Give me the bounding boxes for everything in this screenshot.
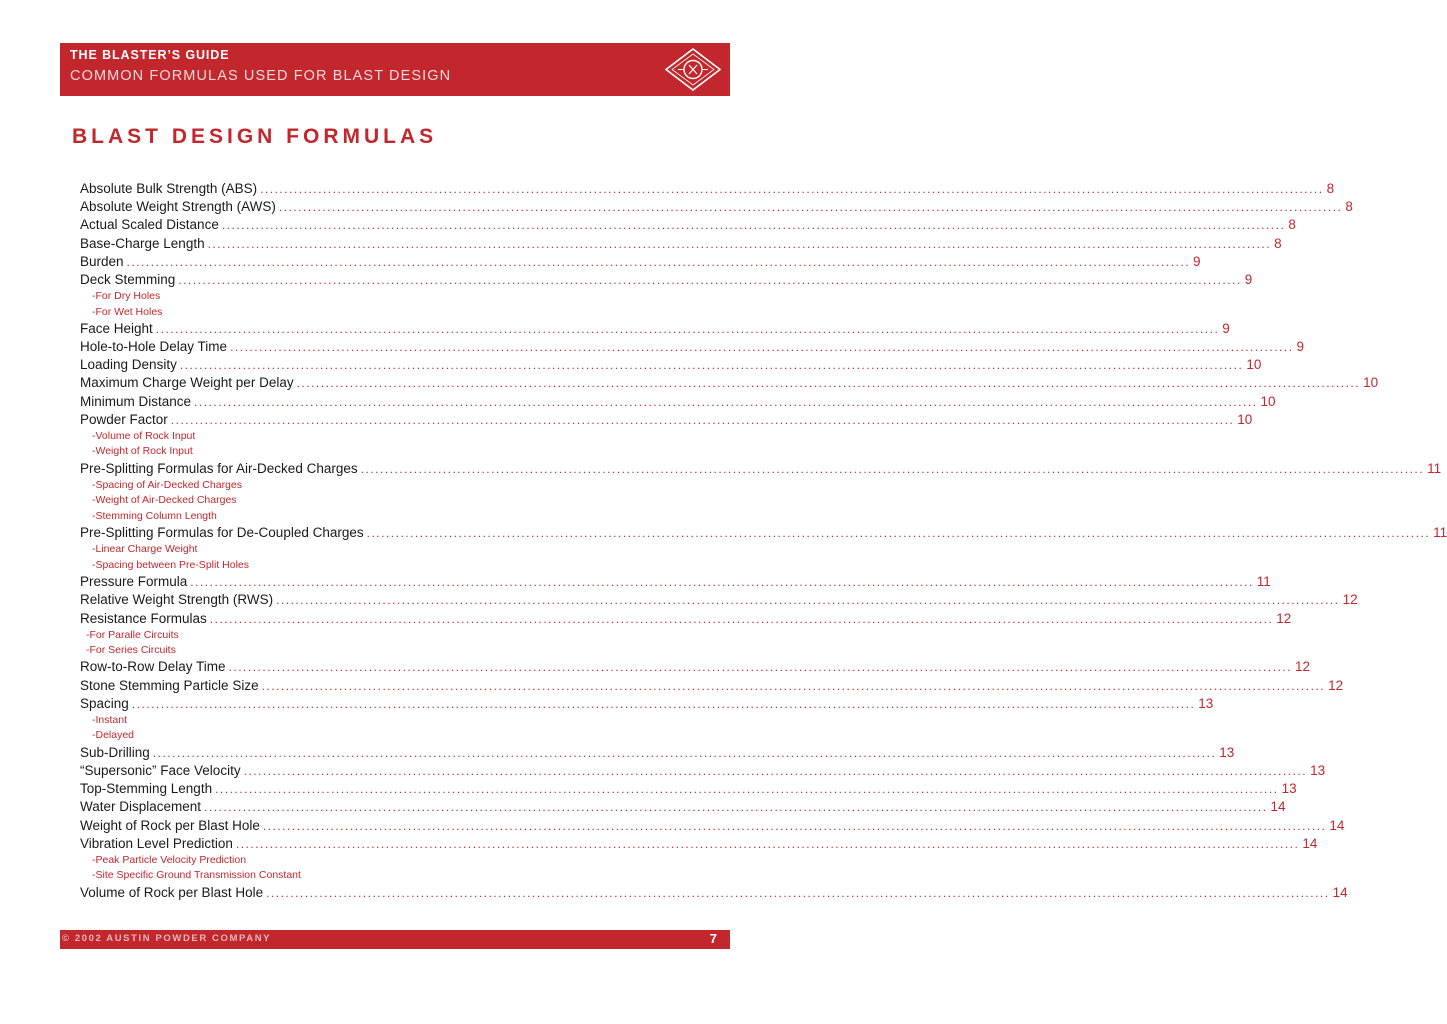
- toc-entry-title: Weight of Rock per Blast Hole: [80, 817, 260, 833]
- austin-powder-logo-icon: [664, 47, 722, 92]
- toc-subentry: -Weight of Rock Input: [92, 445, 193, 458]
- toc-subentry: -Weight of Air-Decked Charges: [92, 494, 237, 507]
- toc-entry: [80, 677, 1344, 695]
- dot-leader: ............................................................................................................................................................................................................................: [235, 836, 1300, 851]
- toc-entry: [80, 374, 1379, 392]
- dot-leader: ............................................................................................................................................................................................................................: [366, 526, 1431, 541]
- dot-leader: ............................................................................................................................................................................................................................: [207, 236, 1272, 251]
- dot-leader: ............................................................................................................................................................................................................................: [131, 696, 1196, 711]
- toc-entry: [80, 658, 1311, 676]
- toc-entry-page: 9: [1296, 339, 1305, 355]
- toc-entry-title: Face Height: [80, 320, 153, 336]
- toc-entry-title: Pre-Splitting Formulas for De-Coupled Charges: [80, 525, 364, 541]
- page-header: [60, 43, 730, 96]
- dot-leader: ............................................................................................................................................................................................................................: [266, 885, 1330, 900]
- toc-entry: [80, 744, 1235, 762]
- toc-entry-title: Minimum Distance: [80, 393, 192, 409]
- dot-leader: ............................................................................................................................................................................................................................: [228, 660, 1293, 675]
- toc-entry: [80, 798, 1286, 816]
- toc-entry: [80, 762, 1326, 780]
- toc-entry-title: Top-Stemming Length: [80, 781, 213, 797]
- dot-leader: ............................................................................................................................................................................................................................: [155, 321, 1220, 336]
- toc-entry-page: 13: [1310, 763, 1326, 779]
- toc-entry-title: Hole-to-Hole Delay Time: [80, 339, 228, 355]
- page-footer: [60, 930, 730, 949]
- table-of-contents: [80, 180, 1447, 902]
- toc-entry-page: 10: [1237, 411, 1253, 427]
- toc-entry-page: 9: [1222, 320, 1230, 336]
- toc-subentry: -Delayed: [92, 729, 135, 742]
- dot-leader: ............................................................................................................................................................................................................................: [276, 593, 1340, 608]
- toc-entry-page: 9: [1244, 271, 1253, 287]
- toc-entry: [80, 411, 1253, 429]
- toc-entry-page: 8: [1345, 199, 1353, 215]
- toc-entry: [80, 271, 1253, 289]
- toc-entry: [80, 320, 1230, 338]
- toc-entry-title: Row-to-Row Delay Time: [80, 659, 226, 675]
- toc-subentry: -For Dry Holes: [92, 290, 161, 303]
- toc-entry: [80, 591, 1358, 609]
- dot-leader: ............................................................................................................................................................................................................................: [215, 782, 1279, 797]
- toc-entry-title: Powder Factor: [80, 411, 168, 427]
- toc-entry-title: Loading Density: [80, 357, 177, 373]
- toc-entry-title: Pressure Formula: [80, 574, 188, 590]
- toc-entry-page: 11: [1256, 574, 1271, 590]
- toc-entry: [80, 460, 1442, 478]
- toc-subentry: -For Series Circuits: [86, 644, 176, 657]
- dot-leader: ............................................................................................................................................................................................................................: [278, 200, 1343, 215]
- toc-entry: [80, 884, 1348, 902]
- dot-leader: ............................................................................................................................................................................................................................: [126, 254, 1191, 269]
- toc-entry-title: Burden: [80, 253, 124, 269]
- toc-entry-title: Resistance Formulas: [80, 610, 207, 626]
- toc-subentry: -Peak Particle Velocity Prediction: [92, 853, 247, 866]
- toc-entry-page: 12: [1328, 677, 1344, 693]
- toc-entry: [80, 780, 1297, 798]
- toc-entry-page: 12: [1276, 610, 1292, 626]
- toc-entry-page: 14: [1329, 817, 1345, 833]
- toc-entry-title: Pre-Splitting Formulas for Air-Decked Charges: [80, 460, 358, 476]
- dot-leader: ............................................................................................................................................................................................................................: [262, 818, 1327, 833]
- toc-entry: [80, 524, 1447, 542]
- toc-entry: [80, 180, 1335, 198]
- toc-entry: [80, 610, 1292, 628]
- toc-entry-title: Sub-Drilling: [80, 744, 150, 760]
- dot-leader: ............................................................................................................................................................................................................................: [296, 376, 1361, 391]
- toc-entry-page: 8: [1326, 181, 1335, 196]
- dot-leader: ............................................................................................................................................................................................................................: [221, 218, 1286, 233]
- toc-subentry: -Linear Charge Weight: [92, 543, 198, 556]
- toc-entry-title: Vibration Level Prediction: [80, 835, 233, 851]
- toc-entry-page: 8: [1274, 235, 1282, 251]
- guide-title: THE BLASTER’S GUIDE: [70, 48, 230, 62]
- toc-entry-title: Base-Charge Length: [80, 235, 205, 251]
- toc-entry-page: 9: [1193, 253, 1201, 269]
- toc-entry-page: 14: [1332, 884, 1348, 900]
- toc-entry-page: 11: [1427, 460, 1442, 476]
- dot-leader: ............................................................................................................................................................................................................................: [179, 358, 1244, 373]
- toc-entry-page: 11: [1433, 525, 1447, 541]
- toc-entry-title: Relative Weight Strength (RWS): [80, 592, 274, 608]
- toc-entry-page: 10: [1260, 393, 1276, 409]
- toc-entry: [80, 216, 1296, 234]
- toc-entry-page: 12: [1295, 659, 1311, 675]
- toc-entry: [80, 835, 1318, 853]
- toc-subentry: -Instant: [92, 714, 128, 727]
- toc-subentry: -For Paralle Circuits: [86, 628, 179, 641]
- toc-entry-page: 13: [1198, 695, 1214, 711]
- toc-entry: [80, 573, 1271, 591]
- toc-entry: [80, 393, 1276, 411]
- dot-leader: ............................................................................................................................................................................................................................: [194, 394, 1258, 409]
- toc-entry: [80, 253, 1201, 271]
- toc-entry-page: 13: [1219, 744, 1235, 760]
- toc-entry: [80, 695, 1214, 713]
- toc-entry-page: 14: [1302, 835, 1318, 851]
- toc-entry: [80, 198, 1353, 216]
- dot-leader: ............................................................................................................................................................................................................................: [204, 800, 1268, 815]
- toc-entry-title: Maximum Charge Weight per Delay: [80, 375, 294, 391]
- dot-leader: ............................................................................................................................................................................................................................: [190, 575, 1254, 590]
- toc-entry-title: Deck Stemming: [80, 271, 176, 287]
- dot-leader: ............................................................................................................................................................................................................................: [260, 182, 1324, 196]
- toc-entry-page: 10: [1246, 357, 1262, 373]
- dot-leader: ............................................................................................................................................................................................................................: [170, 412, 1235, 427]
- copyright-notice: © 2002 AUSTIN POWDER COMPANY: [62, 933, 272, 944]
- dot-leader: ............................................................................................................................................................................................................................: [243, 764, 1308, 779]
- dot-leader: ............................................................................................................................................................................................................................: [178, 272, 1242, 287]
- dot-leader: ............................................................................................................................................................................................................................: [209, 611, 1274, 626]
- dot-leader: ............................................................................................................................................................................................................................: [230, 340, 1294, 355]
- dot-leader: ............................................................................................................................................................................................................................: [360, 461, 1425, 476]
- toc-entry-title: Absolute Weight Strength (AWS): [80, 199, 276, 215]
- section-title: COMMON FORMULAS USED FOR BLAST DESIGN: [70, 68, 452, 84]
- toc-subentry: -Spacing between Pre-Split Holes: [92, 558, 249, 571]
- toc-subentry: -Volume of Rock Input: [92, 430, 196, 443]
- toc-subentry: -For Wet Holes: [92, 305, 163, 318]
- toc-entry-title: Absolute Bulk Strength (ABS): [80, 181, 258, 196]
- toc-entry: [80, 338, 1305, 356]
- toc-entry-title: Water Displacement: [80, 799, 202, 815]
- page-number: 7: [709, 931, 717, 946]
- toc-entry: [80, 817, 1345, 835]
- toc-entry-title: Actual Scaled Distance: [80, 217, 219, 233]
- toc-entry: [80, 356, 1262, 374]
- toc-subentry: -Stemming Column Length: [92, 509, 217, 522]
- toc-subentry: -Spacing of Air-Decked Charges: [92, 479, 242, 491]
- toc-subentry: -Site Specific Ground Transmission Constant: [92, 869, 301, 882]
- dot-leader: ............................................................................................................................................................................................................................: [261, 678, 1326, 693]
- toc-entry-title: Volume of Rock per Blast Hole: [80, 884, 264, 900]
- dot-leader: ............................................................................................................................................................................................................................: [152, 745, 1217, 760]
- toc-entry-title: Spacing: [80, 695, 129, 711]
- toc-entry-title: Stone Stemming Particle Size: [80, 677, 259, 693]
- toc-entry-page: 14: [1270, 799, 1286, 815]
- toc-entry: [80, 235, 1282, 253]
- toc-entry-page: 10: [1363, 375, 1379, 391]
- toc-entry-page: 13: [1281, 781, 1297, 797]
- toc-entry-page: 8: [1288, 217, 1296, 233]
- page-title: BLAST DESIGN FORMULAS: [72, 125, 438, 148]
- toc-entry-page: 12: [1342, 592, 1358, 608]
- toc-entry-title: “Supersonic” Face Velocity: [80, 763, 241, 779]
